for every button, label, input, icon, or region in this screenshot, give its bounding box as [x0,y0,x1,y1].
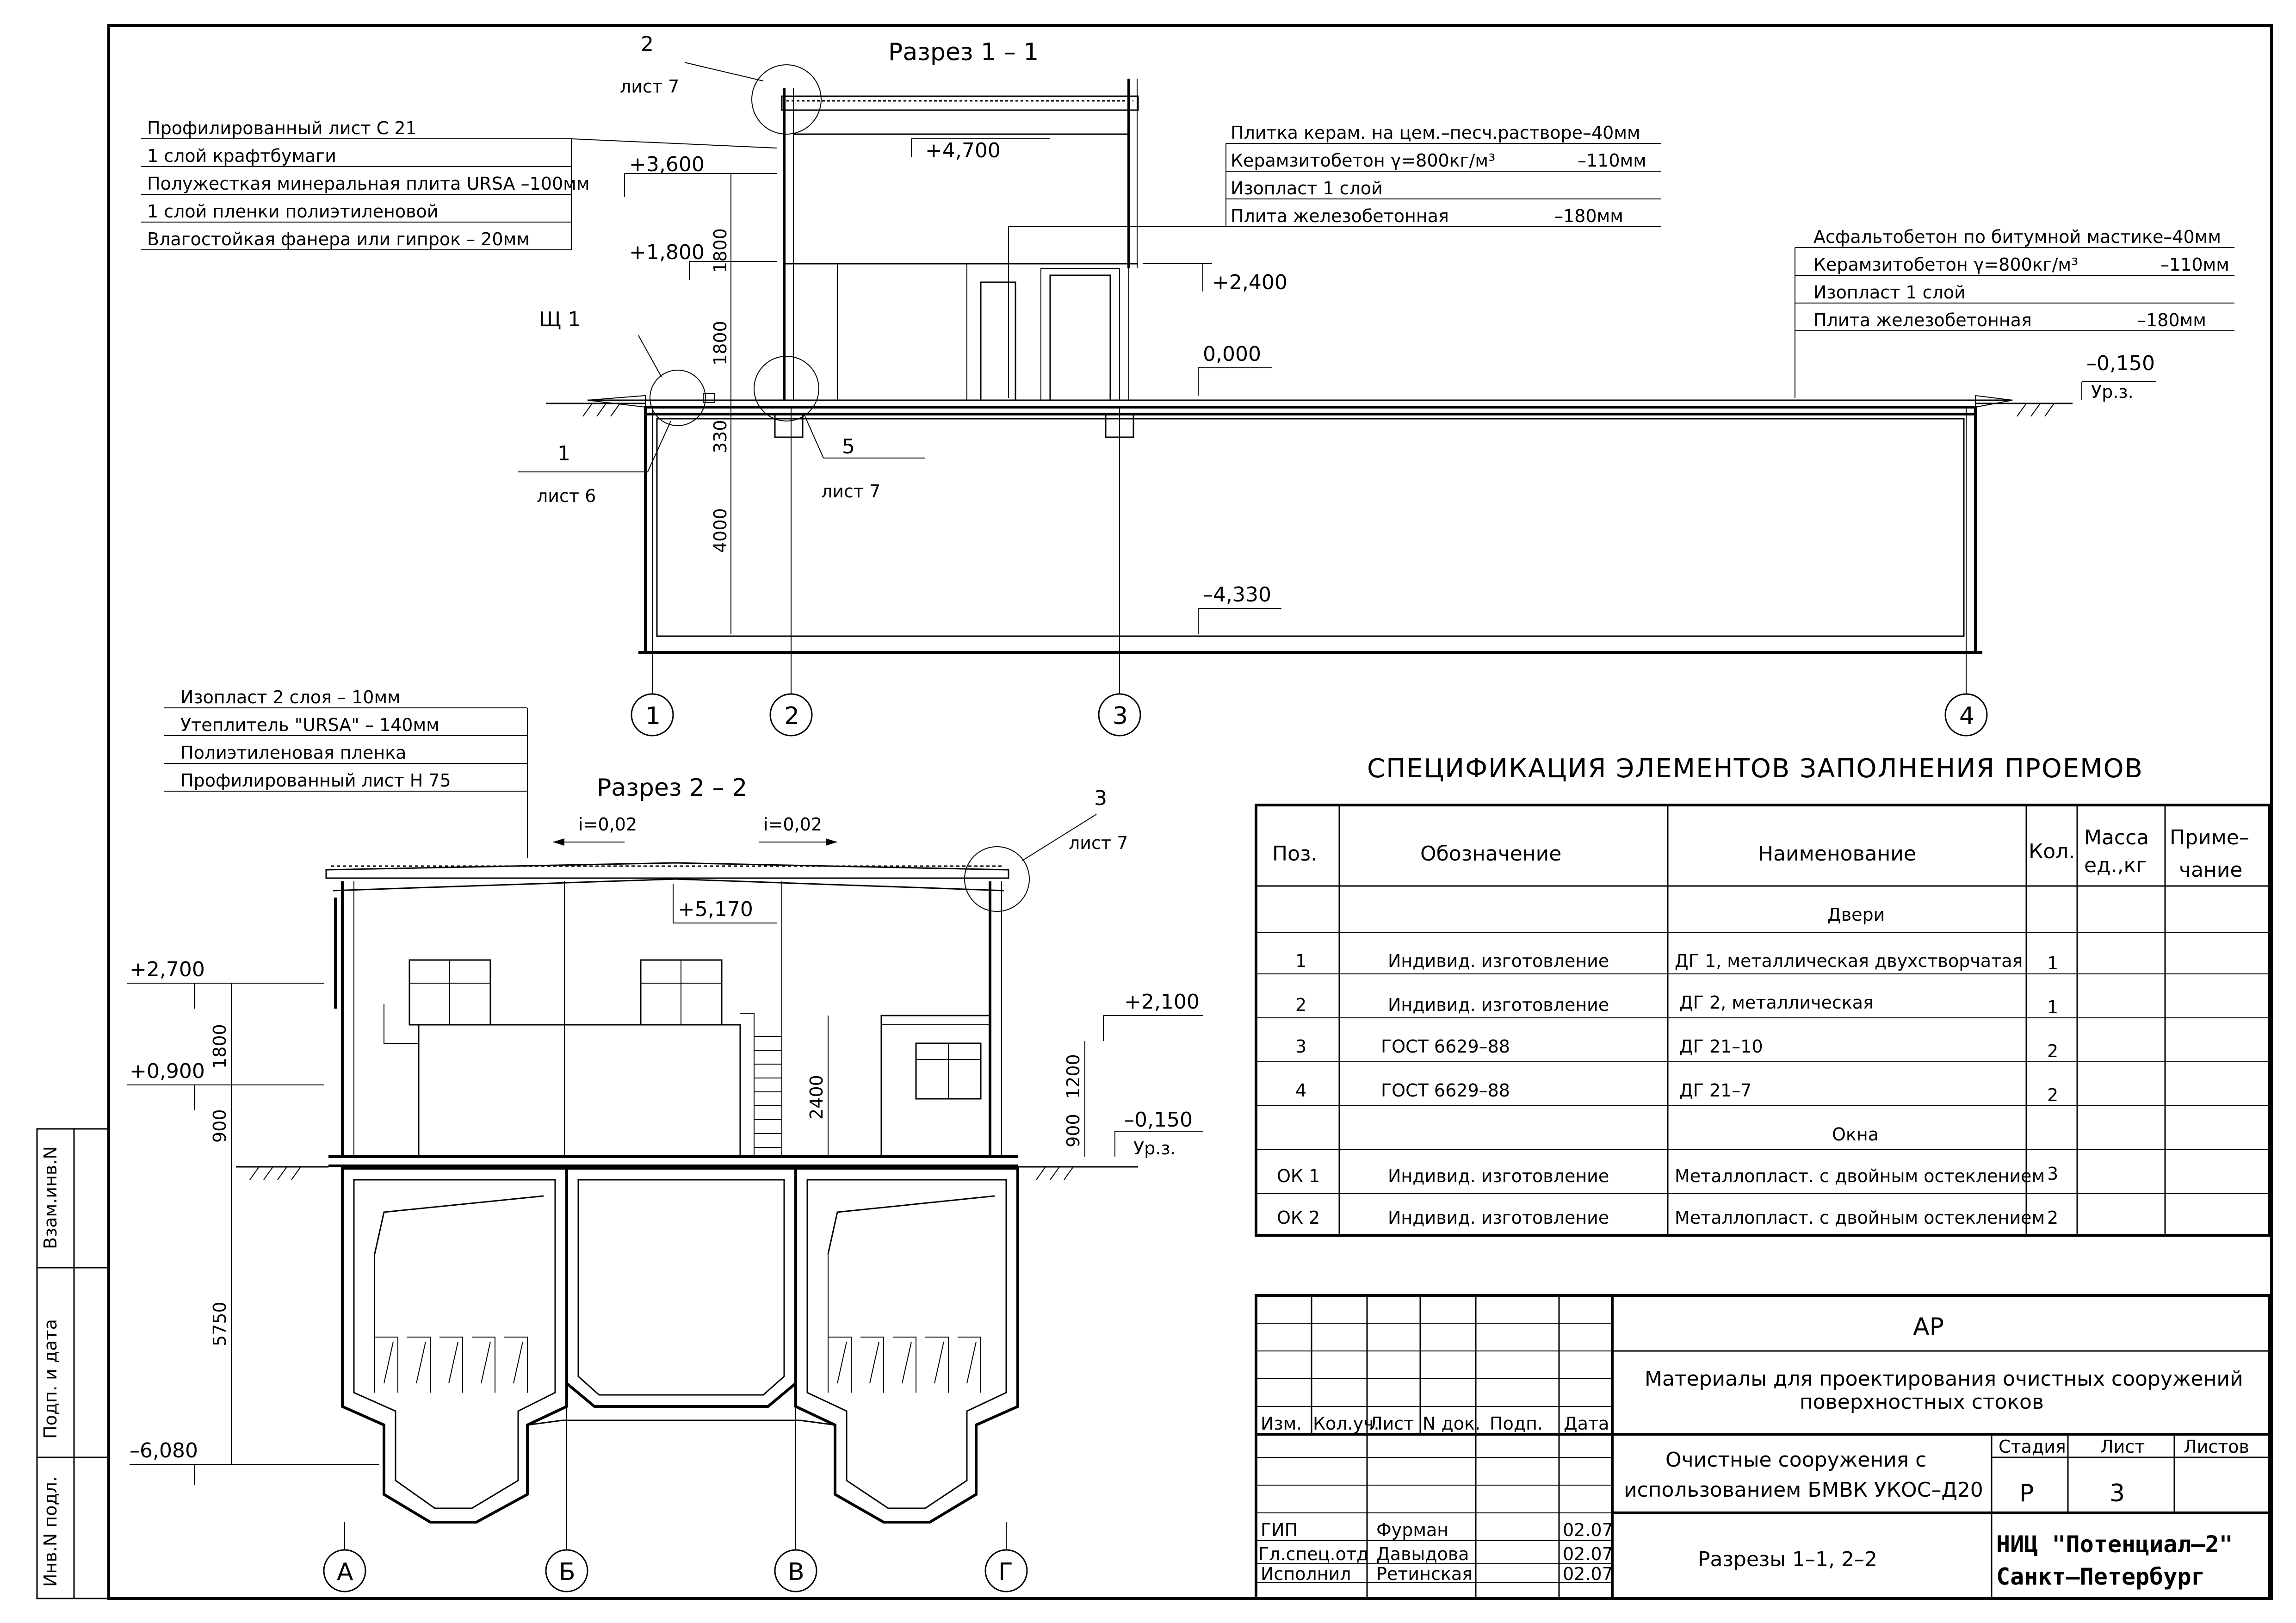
floor-layers [1009,123,1661,398]
tb-org-2: Санкт–Петербург [1996,1563,2205,1590]
axis-G: Г [998,1558,1013,1586]
level-minus-0150: –0,150 [2086,352,2155,375]
section-1-1 [141,32,2234,736]
slab-layers [1795,227,2234,398]
tb-name-3: Ретинская [1376,1564,1473,1584]
axis-V: В [788,1558,805,1586]
slab-layer-1-value: –110мм [2160,254,2229,275]
tb-h-date: Дата [1564,1413,1609,1434]
spec-cell-pos: 2 [1295,995,1307,1015]
title-block [1256,1295,2269,1598]
section-1-title: Разрез 1 – 1 [888,38,1039,66]
tank-left [342,1168,567,1522]
slope-right: i=0,02 [763,814,823,835]
spec-h-designation: Обозначение [1420,842,1562,866]
spec-cell-designation: ГОСТ 6629–88 [1381,1036,1510,1057]
stamp-replaced-inv: Взам.инв.N [40,1146,61,1249]
axis-1: 1 [645,702,661,730]
tb-h-list: Лист [1369,1413,1414,1434]
tb-sheet-label: Лист [2100,1437,2145,1457]
tank-right [796,1168,1018,1522]
spec-cell-pos: 1 [1295,951,1307,971]
spec-cell-qty: 1 [2047,997,2059,1017]
tb-code: АР [1913,1313,1944,1341]
spec-table [1256,754,2269,1235]
slab-layer-3: Плита железобетонная [1813,310,2032,330]
spec-cell-qty: 2 [2047,1041,2059,1061]
roof-layer-3: Полужесткая минеральная плита URSA –100мм [147,173,590,194]
roof-layer-2: 1 слой крафтбумаги [147,146,336,166]
level2-2700: +2,700 [130,958,205,981]
spec-row-door-2 [1295,992,2058,1017]
tb-project-1: Материалы для проектирования очистных сооружений [1645,1367,2243,1391]
stamp-sign-date: Подп. и дата [40,1319,61,1439]
spec-h-mass2: ед.,кг [2084,854,2147,877]
floor-layer-1-value: –110мм [1578,150,1646,171]
spec-h-note2: чание [2179,858,2243,882]
spec-group-doors: Двери [1827,904,1885,925]
slab-layers-title: Асфальтобетон по битумной мастике–40мм [1813,227,2222,247]
slab-layer-1: Керамзитобетон γ=800кг/м³ [1813,254,2079,275]
level2-0900: +0,900 [130,1059,205,1083]
dims-2 [210,983,1085,1464]
spec-h-qty: Кол. [2029,840,2075,863]
spec-cell-pos: ОК 2 [1277,1208,1320,1228]
spec-h-mass1: Масса [2084,826,2149,849]
dim-4000: 4000 [710,508,730,553]
axis-B: Б [559,1558,576,1586]
roof-layers-2 [164,687,527,858]
dim-1800-a: 1800 [710,228,730,273]
slab-layer-2: Изопласт 1 слой [1813,282,1966,303]
dim2-2400: 2400 [806,1075,827,1120]
tb-date-3: 02.07 [1563,1564,1613,1584]
floor-layer-3: Плита железобетонная [1231,206,1449,226]
roof-layer-4: 1 слой пленки полиэтиленовой [147,201,439,222]
roof-layer-1: Профилированный лист С 21 [147,118,417,138]
spec-cell-pos: ОК 1 [1277,1166,1320,1186]
tb-project-2: поверхностных стоков [1800,1390,2044,1414]
spec-cell-pos: 4 [1295,1080,1307,1101]
callout-3-sheet: лист 7 [1069,833,1128,853]
callout-1-sheet: лист 6 [537,486,596,506]
roof-layers-1 [141,118,777,250]
dim2-900: 900 [210,1109,230,1143]
ground-label-2: Ур.з. [1133,1138,1176,1158]
spec-cell-name: ДГ 2, металлическая [1679,992,1874,1013]
tb-object-1: Очистные сооружения с [1665,1448,1927,1472]
callout-1-num: 1 [557,442,570,465]
spec-cell-qty: 1 [2047,953,2059,973]
tank-middle [527,1168,835,1425]
axis-2: 2 [784,702,800,730]
spec-cell-designation: Индивид. изготовление [1388,951,1609,971]
tb-sheets-label: Листов [2184,1437,2249,1457]
spec-title: СПЕЦИФИКАЦИЯ ЭЛЕМЕНТОВ ЗАПОЛНЕНИЯ ПРОЕМОВ [1367,754,2143,784]
tb-stage-label: Стадия [1999,1437,2066,1457]
axis-4: 4 [1959,702,1975,730]
slab-layer-3-value: –180мм [2137,310,2206,330]
callout-sh1-num: Щ 1 [539,308,581,331]
spec-cell-qty: 2 [2047,1208,2059,1228]
roof2-layer-4: Профилированный лист Н 75 [180,770,451,791]
dim-330: 330 [710,420,730,453]
dim2-1200: 1200 [1063,1054,1083,1099]
level2-minus-6080: –6,080 [130,1439,198,1462]
level2-minus-0150: –0,150 [1124,1108,1193,1132]
spec-cell-designation: Индивид. изготовление [1388,1208,1609,1228]
floor-layer-3-value: –180мм [1554,206,1623,226]
level2-2100: +2,100 [1124,990,1200,1014]
floor-layer-2: Изопласт 1 слой [1231,178,1383,198]
spec-cell-designation: ГОСТ 6629–88 [1381,1080,1510,1101]
roof2-layer-1: Изопласт 2 слоя – 10мм [180,687,401,707]
tb-sheet-title: Разрезы 1–1, 2–2 [1698,1548,1877,1571]
tb-h-ndoc: N док. [1423,1413,1481,1434]
roof2-layer-2: Утеплитель "URSA" – 140мм [180,715,439,735]
axis-A: А [337,1558,353,1586]
spec-h-name: Наименование [1758,842,1916,866]
callout-2-sheet: лист 7 [620,76,680,97]
spec-h-pos: Поз. [1272,842,1318,866]
spec-row-door-4 [1295,1080,2058,1105]
dim-1800-b: 1800 [710,321,730,365]
tb-sheet: 3 [2110,1480,2125,1507]
tb-object-2: использованием БМВК УКОС–Д20 [1624,1478,1983,1502]
level-1800: +1,800 [629,241,705,264]
spec-row-door-3 [1295,1036,2058,1061]
slope-left: i=0,02 [578,814,637,835]
spec-cell-designation: Индивид. изготовление [1388,995,1609,1015]
level2-5170: +5,170 [678,898,753,921]
dim2-5750: 5750 [210,1301,230,1346]
spec-cell-qty: 2 [2047,1085,2059,1105]
floor-layers-title: Плитка керам. на цем.–песч.растворе–40мм [1231,123,1640,143]
level-minus-4330: –4,330 [1203,583,1271,607]
axis-3: 3 [1113,702,1128,730]
tb-org-1: НИЦ "Потенциал–2" [1996,1531,2233,1558]
spec-cell-designation: Индивид. изготовление [1388,1166,1609,1186]
floor-layer-1: Керамзитобетон γ=800кг/м³ [1231,150,1496,171]
tb-name-1: Фурман [1376,1520,1449,1540]
ground-label-1: Ур.з. [2091,382,2134,402]
spec-h-note1: Приме– [2170,826,2249,849]
tb-role-2: Гл.спец.отд [1258,1544,1369,1564]
spec-cell-name: ДГ 1, металлическая двухстворчатая [1675,951,2023,971]
spec-cell-name: ДГ 21–10 [1679,1036,1763,1057]
stamp-original-inv: Инв.N подл. [40,1476,61,1587]
tb-h-kolvo: Кол.уч. [1313,1413,1380,1434]
tb-role-3: Исполнил [1261,1564,1351,1584]
spec-cell-pos: 3 [1295,1036,1307,1057]
callout-3-num: 3 [1094,787,1107,810]
level-4700: +4,700 [925,139,1001,162]
roof-layer-5: Влагостойкая фанера или гипрок – 20мм [147,229,530,249]
spec-cell-name: Металлопласт. с двойным остеклением [1675,1166,2045,1186]
spec-group-windows: Окна [1832,1124,1879,1145]
callout-2-num: 2 [641,32,654,56]
tb-date-1: 02.07 [1563,1520,1613,1540]
callout-5-sheet: лист 7 [821,481,881,502]
tb-role-1: ГИП [1261,1520,1298,1540]
level-3600: +3,600 [629,153,705,176]
dim2-1800: 1800 [210,1024,230,1069]
tb-h-izm: Изм. [1261,1413,1302,1434]
dims-1 [710,173,731,634]
side-stamp [37,1129,109,1598]
section-2-title: Разрез 2 – 2 [597,774,748,802]
section-2-2 [127,687,1203,1592]
level-0000: 0,000 [1203,342,1261,366]
level-2400: +2,400 [1212,271,1287,294]
tb-date-2: 02.07 [1563,1544,1613,1564]
callout-5-num: 5 [842,435,855,458]
tb-h-podp: Подп. [1490,1413,1543,1434]
spec-cell-qty: 3 [2047,1164,2059,1184]
tb-stage: Р [2019,1480,2034,1507]
spec-cell-name: Металлопласт. с двойным остеклением [1675,1208,2045,1228]
roof2-layer-3: Полиэтиленовая пленка [180,743,407,763]
tb-name-2: Давыдова [1376,1544,1469,1564]
dim2-900b: 900 [1063,1114,1083,1147]
spec-cell-name: ДГ 21–7 [1679,1080,1752,1101]
spec-row-door-1 [1295,951,2058,973]
